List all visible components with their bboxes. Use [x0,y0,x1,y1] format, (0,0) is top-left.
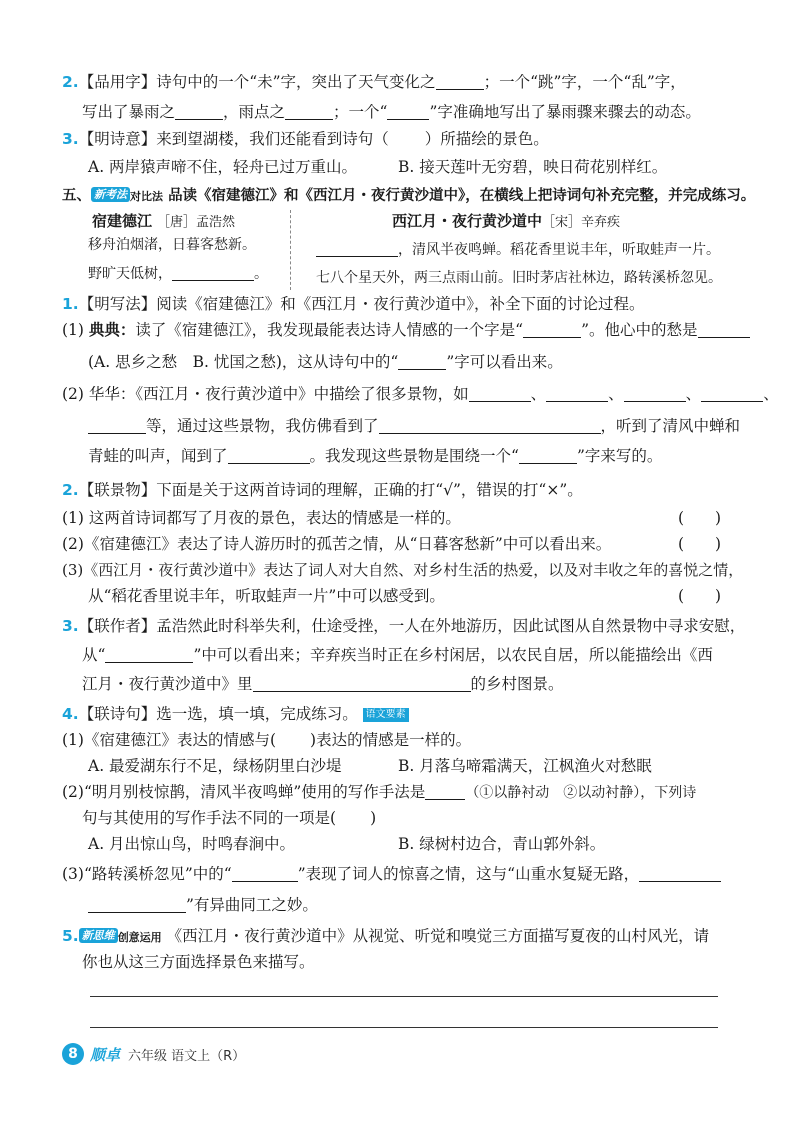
practice-4-s2 [62,780,696,805]
practice-1-s2 [62,382,779,406]
answer-blank[interactable] [232,863,298,882]
answer-blank[interactable] [436,71,484,90]
question-text: ”字准确地写出了暴雨骤来骤去的动态。 [429,103,701,121]
question-text: ；一个“跳”字，一个“乱”字， [483,73,686,91]
question-text: 的乡村图景。 [470,675,564,693]
judgement-item-3: (3)《西江月・夜行黄沙道中》表达了词人对大自然、对乡村生活的热爱，以及对丰收之年的喜悦之情， [62,561,744,579]
answer-blank[interactable] [624,383,686,402]
question-number: 1. [62,295,79,313]
question-text: (2)“明月别枝惊鹊，清风半夜鸣蝉”使用的写作手法是 [62,783,426,801]
question-text: 来到望湖楼，我们还能看到诗句（ [156,130,389,148]
answer-blank[interactable] [701,383,763,402]
answer-blank[interactable] [398,351,446,370]
question-text: 选一选，填一填，完成练习。 [156,705,358,723]
option-b[interactable]: B. 接天莲叶无穷碧，映日荷花别样红。 [398,158,668,176]
brand-logo: 顺卓 [90,1046,121,1064]
practice-3-line1 [62,614,745,638]
question-text: (3)“路转溪桥忽见”中的“ [62,865,232,883]
badge-subtitle: 创意运用 [117,931,162,944]
practice-4-intro [62,702,409,726]
question-text: (1)《宿建德江》表达的情感与( [62,731,277,749]
question-text: 从“ [82,646,106,664]
footer-grade-label: 六年级 语文上（R） [128,1049,246,1064]
question-text: (2) 华华：《西江月・夜行黄沙道中》中描绘了很多景物，如 [62,385,469,403]
question-text: 青蛙的叫声，闻到了 [88,447,228,465]
writing-line[interactable] [90,1027,718,1028]
section-five-header [62,184,755,209]
poem-text: ，清风半夜鸣蝉。稻花香里说丰年，听取蛙声一片。 [398,242,720,258]
speaker-name: 典典： [88,321,136,339]
question-tag: 【联景物】 [78,481,157,499]
poem-text: 。 [254,266,268,282]
answer-blank[interactable] [546,383,608,402]
question-tag: 【联作者】 [78,617,157,635]
question-text: 孟浩然此时科举失利，仕途受挫，一人在外地游历，因此试图从自然景物中寻求安慰， [156,617,746,635]
writing-line[interactable] [90,996,718,997]
answer-blank[interactable] [228,445,310,464]
question-text: 《西江月・夜行黄沙道中》从视觉、听觉和嗅觉三方面描写夏夜的山村风光，请 [166,927,710,945]
poem-2-header [392,209,620,235]
answer-blank[interactable] [172,262,254,281]
separator: 、 [608,385,624,403]
answer-blank[interactable] [519,445,577,464]
answer-blank[interactable] [88,894,186,913]
poem-2-line-1 [316,238,720,262]
answer-blank[interactable] [105,644,193,663]
question-text: 句与其使用的写作手法不同的一项是( [82,809,337,827]
answer-blank[interactable] [523,319,581,338]
question-2-top [62,70,686,94]
section-number: 五、 [62,188,91,204]
question-number: 2. [62,73,79,91]
question-number: 5. [62,927,79,945]
answer-blank[interactable] [698,319,750,338]
poem-author: ［宋］辛弃疾 [542,215,621,230]
question-text: （①以静衬动 ②以动衬静），下列诗 [465,785,697,801]
question-tag: 【品用字】 [78,73,157,91]
question-tag: 【联诗句】 [78,705,157,723]
question-text: ”。他心中的愁是 [581,321,698,339]
practice-1-s2-cont2 [88,444,662,468]
question-number: 2. [62,481,79,499]
question-number: 3. [62,130,79,148]
chinese-element-badge: 语文要素 [363,708,409,722]
question-text: 阅读《宿建德江》和《西江月・夜行黄沙道中》，补全下面的讨论过程。 [156,295,645,313]
question-text: ，雨点之 [223,103,286,121]
question-text: 下面是关于这两首诗词的理解，正确的打“√”，错误的打“×”。 [156,481,583,499]
question-number: 3. [62,617,79,635]
answer-blank[interactable] [425,781,465,800]
practice-3-line2 [82,643,713,667]
question-text: ）所描绘的景色。 [424,130,549,148]
option-b[interactable]: B. 绿树村边合，青山郭外斜。 [398,835,606,853]
question-text: ”表现了词人的惊喜之情，这与“山重水复疑无路， [297,865,640,883]
question-text: ”中可以看出来；辛弃疾当时正在乡村闲居，以农民自居，所以能描绘出《西 [193,646,713,664]
page-number: 8 [62,1043,84,1065]
practice-1-s2-cont [88,414,740,438]
answer-blank[interactable] [316,238,398,257]
poem-2-line-2: 七八个星天外，两三点雨山前。旧时茅店社林边，路转溪桥忽见。 [316,270,722,286]
question-tag: 【明写法】 [78,295,157,313]
answer-blank[interactable] [469,383,531,402]
practice-1-s1 [62,318,750,342]
question-text: ) [370,809,377,827]
poem-divider [290,210,291,290]
practice-5-line1 [62,924,709,950]
poem-author: ［唐］孟浩然 [156,215,235,230]
judgement-paren-1[interactable]: ( ) [678,509,722,527]
practice-5-line2: 你也从这三方面选择景色来描写。 [82,953,315,971]
poem-1-line-2 [88,262,268,286]
question-text: )表达的情感是一样的。 [310,731,472,749]
question-text: 写出了暴雨之 [82,103,176,121]
practice-2-intro [62,478,583,502]
judgement-item-3-cont: 从“稻花香里说丰年，听取蛙声一片”中可以感受到。 [88,587,445,605]
question-number: 4. [62,705,79,723]
option-a[interactable]: A. 月出惊山鸟，时鸣春涧中。 [88,835,296,853]
question-text: 读了《宿建德江》，我发现最能表达诗人情感的一个字是“ [135,321,524,339]
question-text: ，听到了清风中蝉和 [600,417,741,435]
new-thinking-badge: 新思维 [79,928,118,943]
question-text: 等，通过这些景物，我仿佛看到了 [146,417,379,435]
answer-blank[interactable] [387,101,429,120]
judgement-paren-3[interactable]: ( ) [678,587,722,605]
answer-blank[interactable] [175,101,223,120]
judgement-item-2: (2)《宿建德江》表达了诗人游历时的孤苦之情，从“日暮客愁新”中可以看出来。 [62,535,612,553]
answer-blank[interactable] [379,415,601,434]
question-text: 。我发现这些景物是围绕一个“ [309,447,519,465]
practice-4-s2-cont [82,806,376,830]
question-text: 江月・夜行黄沙道中》里 [82,675,253,693]
answer-blank[interactable] [639,863,721,882]
practice-1-s1-cont [88,350,563,374]
answer-blank[interactable] [88,415,146,434]
practice-4-s1 [62,728,471,752]
question-2-line2 [82,100,701,124]
question-text: 诗句中的一个“未”字，突出了天气变化之 [156,73,436,91]
new-exam-badge: 新考法 [91,187,130,202]
poem-title: 西江月・夜行黄沙道中 [392,212,543,230]
section-title: 品读《宿建德江》和《西江月・夜行黄沙道中》，在横线上把诗词句补充完整，并完成练习。 [168,188,756,204]
option-b[interactable]: B. 月落乌啼霜满天，江枫渔火对愁眠 [398,757,652,775]
separator: 、 [685,385,702,403]
question-text: ”字来写的。 [576,447,663,465]
question-text: ；一个“ [333,103,388,121]
sub-number: (1) [62,321,84,339]
judgement-paren-2[interactable]: ( ) [678,535,722,553]
poem-text: 野旷天低树， [88,266,172,282]
option-a[interactable]: A. 最爱湖东行不足，绿杨阴里白沙堤 [88,757,342,775]
practice-1-intro [62,292,644,316]
poem-1-header [92,209,235,235]
practice-3-line3 [82,672,564,696]
question-3-top [62,127,549,151]
practice-4-s3-cont [88,893,318,917]
badge-subtitle: 对比法 [130,190,163,203]
poem-1-line-1: 移舟泊烟渚，日暮客愁新。 [88,237,256,253]
answer-blank[interactable] [253,673,471,692]
question-tag: 【明诗意】 [78,130,157,148]
poem-title: 宿建德江 [92,212,153,230]
answer-blank[interactable] [285,101,333,120]
separator: 、 [763,385,779,403]
question-text: (A. 思乡之愁 B. 忧国之愁)，这从诗句中的“ [88,353,399,371]
practice-4-s3 [62,862,721,886]
question-text: ”有异曲同工之妙。 [186,896,318,914]
separator: 、 [530,385,547,403]
question-text: ”字可以看出来。 [446,353,563,371]
option-a[interactable]: A. 两岸猿声啼不住，轻舟已过万重山。 [88,158,358,176]
judgement-item-1: (1) 这两首诗词都写了月夜的景色，表达的情感是一样的。 [62,509,461,527]
